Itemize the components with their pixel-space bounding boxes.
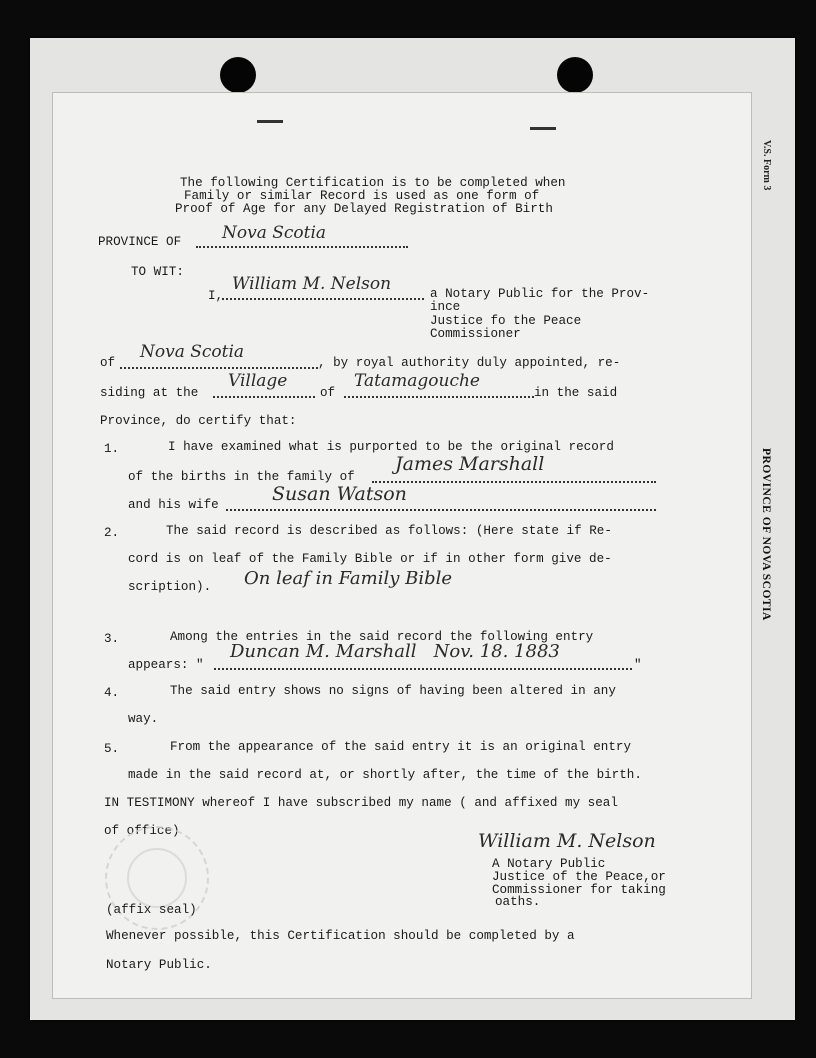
item-text: The said entry shows no signs of having been altered in any bbox=[170, 684, 616, 698]
header-line: Proof of Age for any Delayed Registration of Birth bbox=[175, 202, 553, 216]
item-text: Among the entries in the said record the following entry bbox=[170, 630, 594, 644]
place-type-value: Village bbox=[228, 371, 288, 391]
residing-prefix: siding at the bbox=[100, 386, 199, 400]
item-number: 3. bbox=[104, 632, 120, 646]
signature-title: oaths. bbox=[495, 895, 541, 909]
footer-text: Notary Public. bbox=[106, 958, 212, 972]
notary-name: William M. Nelson bbox=[232, 274, 392, 294]
item-text: From the appearance of the said entry it is an original entry bbox=[170, 740, 632, 754]
item-number: 1. bbox=[104, 442, 120, 456]
of-suffix: , by royal authority duly appointed, re- bbox=[318, 356, 621, 370]
notary-role: a Notary Public for the Prov- bbox=[430, 287, 650, 301]
fold-mark bbox=[530, 127, 556, 130]
place-line bbox=[344, 396, 534, 398]
father-name-line bbox=[372, 481, 656, 483]
notary-role: Justice fo the Peace bbox=[430, 314, 582, 328]
testimony-text: IN TESTIMONY whereof I have subscribed my name ( and affixed my seal bbox=[104, 796, 618, 810]
item-text: and his wife bbox=[128, 498, 219, 512]
testimony-text: of office) bbox=[104, 824, 180, 838]
item-text: scription). bbox=[128, 580, 212, 594]
jurisdiction-value: Nova Scotia bbox=[140, 342, 245, 362]
form-number-label: V.S. Form 3 bbox=[761, 140, 772, 191]
place-value: Tatamagouche bbox=[354, 371, 480, 391]
notary-prefix: I, bbox=[208, 289, 224, 303]
item-text: made in the said record at, or shortly after, the time of the birth. bbox=[128, 768, 642, 782]
item-number: 5. bbox=[104, 742, 120, 756]
province-field-line bbox=[196, 246, 408, 248]
jurisdiction-line bbox=[120, 367, 318, 369]
fold-mark bbox=[257, 120, 283, 123]
father-name: James Marshall bbox=[395, 453, 545, 475]
item-text: cord is on leaf of the Family Bible or if in other form give de- bbox=[128, 552, 612, 566]
entry-line bbox=[214, 668, 632, 670]
item-text: I have examined what is purported to be the original record bbox=[168, 440, 614, 454]
signature-title: Justice of the Peace,or bbox=[492, 870, 666, 884]
item-text: appears: " bbox=[128, 658, 204, 672]
record-entry: Duncan M. Marshall Nov. 18. 1883 bbox=[230, 641, 560, 662]
signature-title: A Notary Public bbox=[492, 857, 606, 871]
item-number: 4. bbox=[104, 686, 120, 700]
item-text: of the births in the family of bbox=[128, 470, 355, 484]
residing-suffix: in the said bbox=[534, 386, 618, 400]
residing-of: of bbox=[320, 386, 336, 400]
affix-seal-label: (affix seal) bbox=[106, 903, 197, 917]
footer-text: Whenever possible, this Certification should be completed by a bbox=[106, 929, 575, 943]
signature-title: Commissioner for taking bbox=[492, 883, 666, 897]
mother-name: Susan Watson bbox=[272, 483, 407, 505]
item-text: way. bbox=[128, 712, 159, 726]
header-line: The following Certification is to be completed when bbox=[180, 176, 566, 190]
signature: William M. Nelson bbox=[478, 830, 656, 852]
mother-name-line bbox=[226, 509, 656, 511]
item-text: " bbox=[634, 658, 642, 672]
punch-hole-right bbox=[557, 57, 593, 93]
notary-role: Commissioner bbox=[430, 327, 521, 341]
header-line: Family or similar Record is used as one form of bbox=[184, 189, 540, 203]
certify-line: Province, do certify that: bbox=[100, 414, 297, 428]
item-number: 2. bbox=[104, 526, 120, 540]
punch-hole-left bbox=[220, 57, 256, 93]
notary-role: ince bbox=[430, 300, 461, 314]
item-text: The said record is described as follows: (Here state if Re- bbox=[166, 524, 612, 538]
place-type-line bbox=[213, 396, 315, 398]
to-wit-label: TO WIT: bbox=[131, 265, 184, 279]
province-label: PROVINCE OF bbox=[98, 235, 182, 249]
of-prefix: of bbox=[100, 356, 116, 370]
notary-name-line bbox=[222, 298, 424, 300]
side-province-label: PROVINCE OF NOVA SCOTIA bbox=[760, 448, 772, 621]
record-description: On leaf in Family Bible bbox=[244, 568, 453, 589]
province-value: Nova Scotia bbox=[222, 223, 327, 243]
